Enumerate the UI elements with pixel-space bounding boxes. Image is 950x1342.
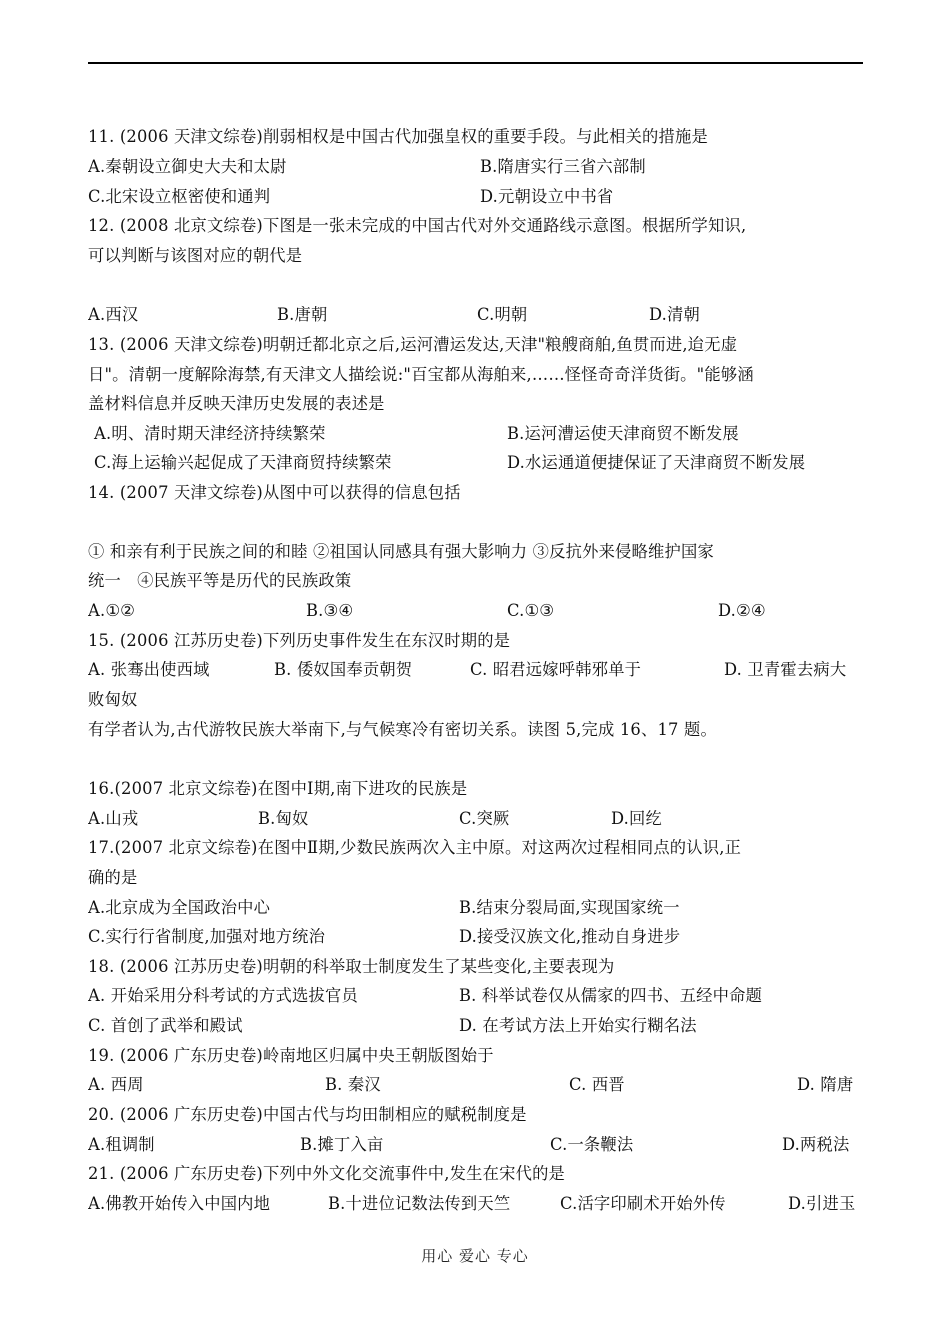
q21-stem: 21. (2006 广东历史卷)下列中外文化交流事件中,发生在宋代的是 bbox=[88, 1164, 566, 1183]
q16-stem: 16.(2007 北京文综卷)在图中Ⅰ期,南下进攻的民族是 bbox=[88, 779, 468, 798]
q19-stem: 19. (2006 广东历史卷)岭南地区归属中央王朝版图始于 bbox=[88, 1046, 494, 1065]
q12-option-d: D.清朝 bbox=[649, 305, 701, 324]
q16-option-b: B.匈奴 bbox=[258, 809, 309, 828]
q14-options bbox=[88, 596, 863, 626]
q16-option-c: C.突厥 bbox=[459, 809, 510, 828]
q12-options bbox=[88, 300, 863, 330]
q12-option-c: C.明朝 bbox=[477, 305, 528, 324]
q18-options-row2 bbox=[88, 1011, 863, 1041]
q17-options-row2 bbox=[88, 922, 863, 952]
page-footer: 用心 爱心 专心 bbox=[421, 1247, 529, 1265]
q12-option-a: A.西汉 bbox=[88, 305, 139, 324]
q11-stem: 11. (2006 天津文综卷)削弱相权是中国古代加强皇权的重要手段。与此相关的措施是 bbox=[88, 127, 708, 146]
q15-option-a: A. 张骞出使西域 bbox=[88, 660, 210, 679]
q11-option-a: A.秦朝设立御史大夫和太尉 bbox=[88, 157, 287, 176]
q13-option-b: B.运河漕运使天津商贸不断发展 bbox=[507, 424, 739, 443]
q12-stem-line1: 12. (2008 北京文综卷)下图是一张未完成的中国古代对外交通路线示意图。根据所学知识, bbox=[88, 216, 747, 235]
q19-option-a: A. 西周 bbox=[88, 1075, 144, 1094]
q15-option-d: D. 卫青霍去病大 bbox=[724, 660, 847, 679]
q19-options bbox=[88, 1070, 863, 1100]
q21-option-a: A.佛教开始传入中国内地 bbox=[88, 1194, 271, 1213]
q18-option-c: C. 首创了武举和殿试 bbox=[88, 1016, 243, 1035]
q13-options-row2 bbox=[88, 448, 863, 478]
q14-option-d: D.②④ bbox=[718, 601, 766, 620]
q15-stem: 15. (2006 江苏历史卷)下列历史事件发生在东汉时期的是 bbox=[88, 631, 511, 650]
q14-option-c: C.①③ bbox=[507, 601, 555, 620]
q20-stem: 20. (2006 广东历史卷)中国古代与均田制相应的赋税制度是 bbox=[88, 1105, 527, 1124]
q14-stem: 14. (2007 天津文综卷)从图中可以获得的信息包括 bbox=[88, 483, 461, 502]
q15-options bbox=[88, 655, 863, 685]
q21-option-c: C.活字印刷术开始外传 bbox=[560, 1194, 726, 1213]
q13-options-row1 bbox=[88, 419, 863, 449]
q18-option-b: B. 科举试卷仅从儒家的四书、五经中命题 bbox=[459, 986, 763, 1005]
q21-options bbox=[88, 1189, 863, 1219]
q18-option-a: A. 开始采用分科考试的方式选拔官员 bbox=[88, 986, 358, 1005]
q18-stem: 18. (2006 江苏历史卷)明朝的科举取士制度发生了某些变化,主要表现为 bbox=[88, 957, 615, 976]
q11-option-d: D.元朝设立中书省 bbox=[480, 187, 614, 206]
q11-options-row1 bbox=[88, 152, 863, 182]
q20-options bbox=[88, 1130, 863, 1160]
q21-option-b: B.十进位记数法传到天竺 bbox=[328, 1194, 511, 1213]
q14-option-a: A.①② bbox=[88, 601, 135, 620]
q16-option-a: A.山戎 bbox=[88, 809, 139, 828]
q13-option-a: A.明、清时期天津经济持续繁荣 bbox=[94, 424, 326, 443]
q17-options-row1 bbox=[88, 893, 863, 923]
q19-option-c: C. 西晋 bbox=[569, 1075, 625, 1094]
q13-option-d: D.水运通道便捷保证了天津商贸不断发展 bbox=[507, 453, 806, 472]
header-rule bbox=[88, 62, 863, 64]
q11-options-row2 bbox=[88, 182, 863, 212]
q20-option-a: A.租调制 bbox=[88, 1135, 155, 1154]
q14-items-line2: 统一 ④民族平等是历代的民族政策 bbox=[88, 571, 352, 590]
q16-options bbox=[88, 804, 863, 834]
q15-option-b: B. 倭奴国奉贡朝贺 bbox=[274, 660, 413, 679]
q17-stem-line1: 17.(2007 北京文综卷)在图中Ⅱ期,少数民族两次入主中原。对这两次过程相同点的认识,正 bbox=[88, 838, 742, 857]
q20-option-b: B.摊丁入亩 bbox=[300, 1135, 384, 1154]
q19-option-b: B. 秦汉 bbox=[325, 1075, 381, 1094]
q18-option-d: D. 在考试方法上开始实行糊名法 bbox=[459, 1016, 697, 1035]
q13-stem-line2: 日"。清朝一度解除海禁,有天津文人描绘说:"百宝都从海舶来,……怪怪奇奇洋货街。"能够涵 bbox=[88, 365, 754, 384]
q11-option-b: B.隋唐实行三省六部制 bbox=[480, 157, 646, 176]
q12-stem-line2: 可以判断与该图对应的朝代是 bbox=[88, 246, 303, 265]
q13-option-c: C.海上运输兴起促成了天津商贸持续繁荣 bbox=[94, 453, 392, 472]
figure-intro-text: 有学者认为,古代游牧民族大举南下,与气候寒冷有密切关系。读图 5,完成 16、17 题。 bbox=[88, 720, 717, 739]
q14-items-line1: ① 和亲有利于民族之间的和睦 ②祖国认同感具有强大影响力 ③反抗外来侵略维护国家 bbox=[88, 542, 714, 561]
q17-option-b: B.结束分裂局面,实现国家统一 bbox=[459, 898, 680, 917]
q15-option-c: C. 昭君远嫁呼韩邪单于 bbox=[470, 660, 642, 679]
q16-option-d: D.回纥 bbox=[611, 809, 663, 828]
q15-option-d-continued: 败匈奴 bbox=[88, 690, 138, 709]
q17-option-d: D.接受汉族文化,推动自身进步 bbox=[459, 927, 681, 946]
q13-stem-line3: 盖材料信息并反映天津历史发展的表述是 bbox=[88, 394, 385, 413]
q14-option-b: B.③④ bbox=[306, 601, 354, 620]
q12-option-b: B.唐朝 bbox=[277, 305, 328, 324]
q17-stem-line2: 确的是 bbox=[88, 868, 138, 887]
q19-option-d: D. 隋唐 bbox=[797, 1075, 854, 1094]
q20-option-d: D.两税法 bbox=[782, 1135, 850, 1154]
q17-option-a: A.北京成为全国政治中心 bbox=[88, 898, 271, 917]
q18-options-row1 bbox=[88, 981, 863, 1011]
q13-stem-line1: 13. (2006 天津文综卷)明朝迁都北京之后,运河漕运发达,天津"粮艘商舶,鱼贯而进,迨无虚 bbox=[88, 335, 738, 354]
q17-option-c: C.实行行省制度,加强对地方统治 bbox=[88, 927, 326, 946]
q21-option-d: D.引进玉 bbox=[788, 1194, 856, 1213]
q11-option-c: C.北宋设立枢密使和通判 bbox=[88, 187, 271, 206]
q20-option-c: C.一条鞭法 bbox=[550, 1135, 634, 1154]
